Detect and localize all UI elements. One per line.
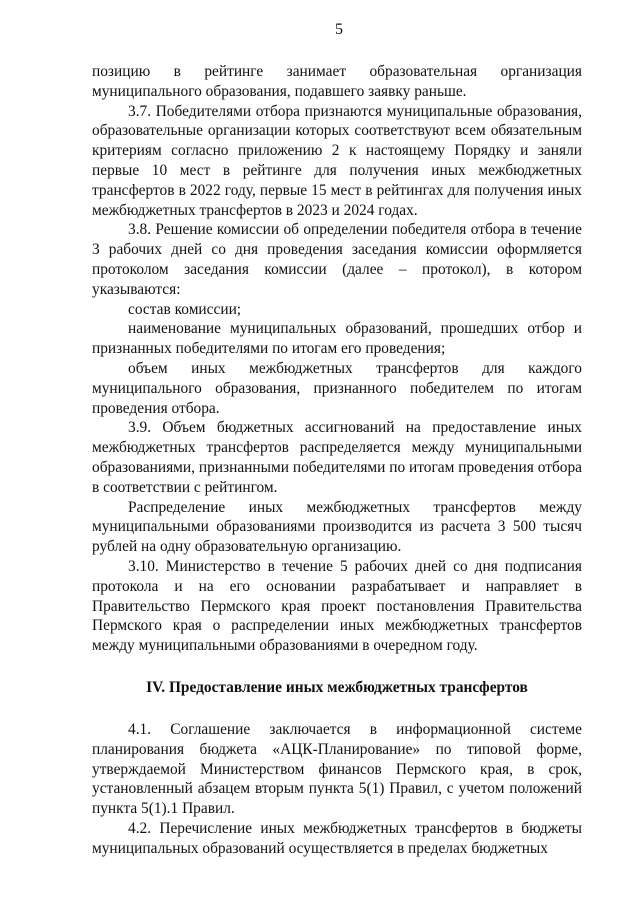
paragraph-3-9: 3.9. Объем бюджетных ассигнований на предоставление иных межбюджетных трансфертов распределяется между муниципальными образованиями, признанными победителями по итогам проведения отбора в соответствии с рейтингом. xyxy=(92,419,582,496)
page-number: 5 xyxy=(335,21,343,38)
paragraph-3-8: 3.8. Решение комиссии об определении победителя отбора в течение 3 рабочих дней со дня проведения заседания комиссии оформляется протоколом заседания комиссии (далее – протокол), в котором указываются: xyxy=(92,221,582,298)
list-item-commission: состав комиссии; xyxy=(128,300,242,318)
paragraph-4-1: 4.1. Соглашение заключается в информационной системе планирования бюджета «АЦК-Планирование» по типовой форме, утверждаемой Министерством финансов Пермского края, в срок, установленный абзацем вторым пункта 5(1) Правил, с учетом положений пункта 5(1).1 Правил. xyxy=(92,720,582,818)
paragraph-continuation: позицию в рейтинге занимает образовательная организация муниципального образования, подавшего заявку раньше. xyxy=(92,63,582,100)
paragraph-3-10: 3.10. Министерство в течение 5 рабочих дней со дня подписания протокола и на его основании разрабатывает и направляет в Правительство Пермского края проект постановления Правительства Пермского края о распределении иных межбюджетных трансфертов между муниципальными образованиями в очередном году. xyxy=(92,557,582,655)
paragraph-4-2: 4.2. Перечисление иных межбюджетных трансфертов в бюджеты муниципальных образований осуществляется в пределах бюджетных xyxy=(92,819,582,857)
paragraph-distribution: Распределение иных межбюджетных трансфертов между муниципальными образованиями производится из расчета 3 500 тысяч рублей на одну образовательную организацию. xyxy=(92,498,582,556)
list-item-volume: объем иных межбюджетных трансфертов для каждого муниципального образования, признанного победителем по итогам проведения отбора. xyxy=(92,359,582,417)
paragraph-3-7: 3.7. Победителями отбора признаются муниципальные образования, образовательные организации которых соответствуют всем обязательным критериям согласно приложению 2 к настоящему Порядку и заняли первые 10 мест в рейтинге для получения иных межбюджетных трансфертов в 2022 году, первые 15 мест в рейтингах для получения иных межбюджетных трансфертов в 2023 и 2024 годах. xyxy=(92,102,582,219)
list-item-municipalities: наименование муниципальных образований, прошедших отбор и признанных победителями по итогам его проведения; xyxy=(92,320,582,358)
section-heading: IV. Предоставление иных межбюджетных трансфертов xyxy=(146,678,528,696)
